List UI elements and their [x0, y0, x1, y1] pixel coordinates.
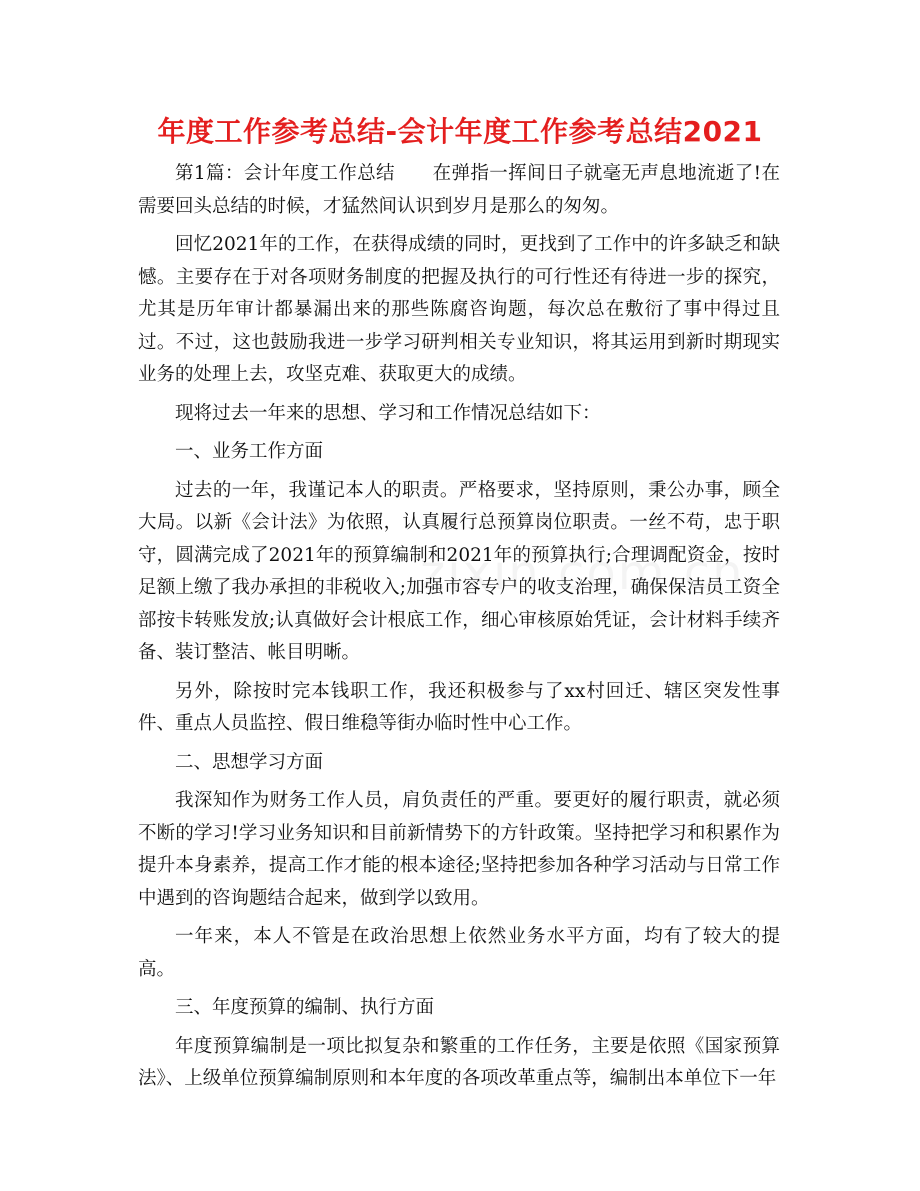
- section-heading-business: 一、业务工作方面: [175, 441, 324, 462]
- paragraph-study: 我深知作为财务工作人员，肩负责任的严重。要更好的履行职责，就必须不断的学习!学习业务知识和目前新情势下的方针政策。坚持把学习和积累作为提升本身素养，提高工作才能的根本途径;坚持把参加各种学习活动与日常工作中遇到的咨询题结合起来，做到学以致用。: [138, 790, 780, 909]
- paragraph-summary-lead: 现将过去一年来的思想、学习和工作情况总结如下：: [175, 402, 601, 424]
- paragraph-improvement: 一年来，本人不管是在政治思想上依然业务水平方面，均有了较大的提高。: [138, 926, 780, 980]
- paragraph-business-work: 过去的一年，我谨记本人的职责。严格要求，坚持原则，秉公办事，顾全大局。以新《会计法》为依照，认真履行总预算岗位职责。一丝不苟，忠于职守，圆满完成了2021年的预算编制和2021年的预算执行;合理调配资金，按时足额上缴了我办承担的非税收入;加强市容专户的收支治理，确保保洁员工资全部按卡转账发放;认真做好会计根底工作，细心审核原始凭证，会计材料手续齐备、装订整洁、帐目明晰。: [138, 479, 780, 663]
- document-title: 年度工作参考总结-会计年度工作参考总结2021: [157, 115, 763, 148]
- document-body: [138, 158, 780, 1102]
- section-heading-study: 二、思想学习方面: [175, 751, 324, 773]
- paragraph-intro: 第1篇：会计年度工作总结 在弹指一挥间日子就毫无声息地流逝了!在需要回头总结的时候，才猛然间认识到岁月是那么的匆匆。: [138, 163, 780, 217]
- paragraph-review: 回忆2021年的工作，在获得成绩的同时，更找到了工作中的许多缺乏和缺憾。主要存在于对各项财务制度的把握及执行的可行性还有待进一步的探究，尤其是历年审计都暴漏出来的那些陈腐咨询题，每次总在敷衍了事中得过且过。不过，这也鼓励我进一步学习研判相关专业知识，将其运用到新时期现实业务的处理上去，攻坚克难、获取更大的成绩。: [138, 234, 780, 385]
- paragraph-budget: 年度预算编制是一项比拟复杂和繁重的工作任务，主要是依照《国家预算法》、上级单位预算编制原则和本年度的各项改革重点等，编制出本单位下一年: [138, 1035, 780, 1089]
- section-heading-budget: 三、年度预算的编制、执行方面: [175, 997, 435, 1018]
- paragraph-additional-work: 另外，除按时完本钱职工作，我还积极参与了xx村回迁、辖区突发性事件、重点人员监控、假日维稳等街办临时性中心工作。: [138, 680, 780, 734]
